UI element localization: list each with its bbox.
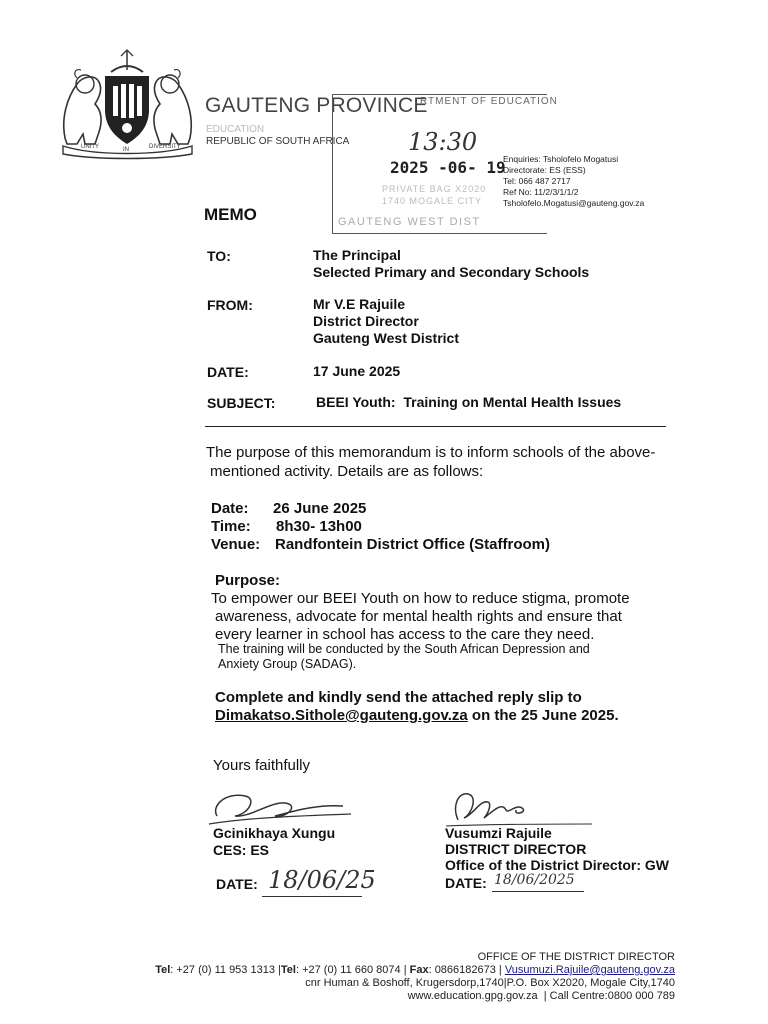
stamp-address: 1740 MOGALE CITY: [382, 196, 483, 206]
enquiries-ref: Ref No: 11/2/3/1/1/2: [503, 187, 579, 197]
to-label: TO:: [207, 248, 231, 264]
detail-time-value: 8h30- 13h00: [276, 518, 362, 535]
purpose-heading: Purpose:: [215, 572, 281, 589]
stamp-district: GAUTENG WEST DIST: [338, 216, 481, 228]
from-line-2: District Director: [313, 313, 419, 329]
right-signatory-role: DISTRICT DIRECTOR: [445, 841, 587, 857]
reply-line-2: [215, 707, 619, 725]
sadag-line-1: The training will be conducted by the South African Depression and: [218, 642, 590, 656]
intro-line-1: The purpose of this memorandum is to inform schools of the above-: [206, 444, 656, 461]
footer-tel-label: Tel: [155, 964, 171, 976]
reply-instruction: Complete and kindly send the attached reply slip to: [215, 689, 582, 706]
purpose-line-3: every learner in school has access to the care they need.: [215, 626, 595, 643]
footer-address: cnr Human & Boshoff, Krugersdorp,1740|P.O. Box X2020, Mogale City,1740: [305, 977, 675, 989]
closing-salutation: Yours faithfully: [213, 757, 311, 774]
intro-line-2: mentioned activity. Details are as follows:: [210, 463, 484, 480]
detail-venue-value: Randfontein District Office (Staffroom): [275, 536, 551, 553]
date-value: 17 June 2025: [313, 363, 401, 379]
to-line-1: The Principal: [313, 247, 401, 263]
left-signatory-name: Gcinikhaya Xungu: [213, 825, 336, 841]
enquiries-email: Tsholofelo.Mogatusi@gauteng.gov.za: [503, 198, 645, 208]
sadag-line-2: Anxiety Group (SADAG).: [218, 657, 357, 671]
right-date-label: DATE:: [445, 875, 487, 891]
motto-in: IN: [123, 147, 129, 153]
from-line-1: Mr V.E Rajuile: [313, 296, 406, 312]
right-date-line: [492, 891, 584, 892]
footer-web: www.education.gpg.gov.za | Call Centre:0800 000 789: [407, 990, 675, 1002]
footer-fax: : 0866182673 |: [428, 964, 505, 976]
to-line-2: Selected Primary and Secondary Schools: [313, 264, 590, 280]
org-title: GAUTENG PROVINCE: [205, 94, 428, 117]
stamp-time: 13:30: [408, 128, 478, 156]
detail-venue-label: Venue:: [211, 536, 261, 553]
purpose-line-1: To empower our BEEI Youth on how to reduce stigma, promote: [211, 590, 630, 607]
footer-office: OFFICE OF THE DISTRICT DIRECTOR: [477, 951, 675, 963]
left-date-label: DATE:: [216, 876, 258, 892]
from-line-3: Gauteng West District: [313, 330, 459, 346]
right-signature: [444, 784, 594, 830]
enquiries-tel: Tel: 066 487 2717: [503, 176, 571, 186]
stamp-date: 2025 -06- 19: [390, 158, 506, 177]
reply-email-link[interactable]: Dimakatso.Sithole@gauteng.gov.za: [215, 707, 468, 724]
coat-of-arms-logo: [55, 48, 200, 160]
motto-diversity: DIVERSITY: [149, 144, 181, 150]
detail-date-value: 26 June 2025: [273, 500, 367, 517]
left-signature: [205, 786, 355, 830]
footer-tel2: : +27 (0) 11 660 8074 |: [295, 964, 410, 976]
motto-unity: UNITY: [81, 144, 99, 150]
purpose-line-2: awareness, advocate for mental health rights and ensure that: [215, 608, 622, 625]
left-date-handwritten: 18/06/25: [268, 866, 376, 894]
footer-contacts: [155, 964, 675, 977]
date-label: DATE:: [207, 364, 249, 380]
stamp-private-bag: PRIVATE BAG X2020: [382, 184, 487, 194]
detail-time-label: Time:: [211, 518, 251, 535]
footer-tel2-label: Tel: [280, 964, 296, 976]
right-signatory-name: Vusumzi Rajuile: [445, 825, 552, 841]
memo-title: MEMO: [204, 205, 257, 224]
right-date-handwritten: 18/06/2025: [494, 872, 575, 888]
reply-deadline: on the 25 June 2025.: [467, 707, 619, 724]
footer-fax-label: Fax: [409, 964, 429, 976]
right-signatory-office: Office of the District Director: GW: [445, 857, 670, 873]
country-name: REPUBLIC OF SOUTH AFRICA: [206, 136, 350, 147]
subject-value: BEEI Youth: Training on Mental Health Issues: [316, 394, 622, 410]
from-label: FROM:: [207, 297, 253, 313]
left-date-line: [262, 896, 362, 897]
stamp-department: RTMENT OF EDUCATION: [420, 96, 558, 107]
department-name: EDUCATION: [206, 124, 265, 135]
footer-email-link[interactable]: Vusumuzi.Rajuile@gauteng.gov.za: [504, 964, 675, 976]
enquiries-name: Enquiries: Tsholofelo Mogatusi: [503, 154, 619, 164]
left-signatory-role: CES: ES: [213, 842, 270, 858]
enquiries-directorate: Directorate: ES (ESS): [503, 165, 586, 175]
footer-tel: : +27 (0) 11 953 1313 |: [170, 964, 281, 976]
subject-label: SUBJECT:: [207, 395, 276, 411]
detail-date-label: Date:: [211, 500, 249, 517]
divider: [205, 426, 666, 427]
